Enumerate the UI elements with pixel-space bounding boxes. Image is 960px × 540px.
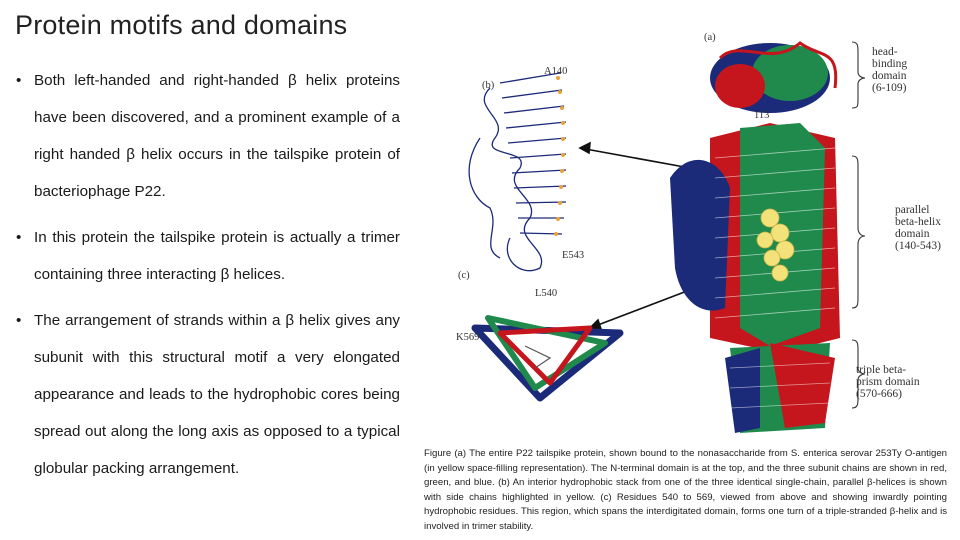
prism-domain-label [856, 364, 920, 400]
prism-domain-line-2: prism domain [856, 376, 920, 388]
triple-strand-turn-c [475, 318, 620, 398]
hydrophobic-sidechains [554, 76, 565, 236]
helix-domain-line-2: beta-helix [895, 216, 941, 228]
residue-l540-label: L540 [535, 288, 558, 299]
panel-b-label: (b) [482, 80, 495, 91]
residue-k569-label: K569 [456, 332, 480, 343]
bullet-item-1: • Both left-handed and right-handed β helix proteins have been discovered, and a prominent example of a right handed β helix occurs in the tailspike protein of bacteriophage P22. [15, 62, 400, 210]
head-binding-domain [710, 43, 836, 113]
bullet-list [15, 62, 400, 496]
domain-brackets [852, 42, 865, 408]
figure-caption: Figure (a) The entire P22 tailspike protein, shown bound to the nonasaccharide from S. enterica serovar 253Ty O-antigen (in yellow space-filling representation). The N-terminal domain is at the top, and the three subunit chains are shown in red, green, and blue. (b) An interior hydrophobic stack from one of the three identical single-chain, parallel β-helices is shown with side chains highlighted in yellow. (c) Residues 540 to 569, viewed from above and showing inwardly pointing hydrophobic residues. This region, which spans the interdigitated domain, forms one turn of a triple-stranded β-helix and is involved in trimer stability. [424, 448, 947, 532]
parallel-beta-helix-domain [670, 123, 840, 353]
bullet-item-3: • The arrangement of strands within a β helix gives any subunit with this structural motif a very elongated appearance and leads to the hydrophobic cores being spread out along the long axis as opposed to a typical globular packing arrangement. [15, 302, 400, 487]
helix-domain-line-1: parallel [895, 204, 930, 216]
prism-domain-line-1: triple beta- [856, 364, 907, 376]
residue-a140-label: A140 [544, 66, 568, 77]
bullet-item-2: • In this protein the tailspike protein is actually a trimer containing three interacting β helices. [15, 219, 400, 293]
head-domain-line-3: domain [872, 70, 907, 82]
residue-e543-label: E543 [562, 250, 585, 261]
protein-structure-figure [440, 28, 960, 448]
prism-domain-line-3: (570-666) [856, 388, 902, 400]
helix-domain-line-4: (140-543) [895, 240, 941, 252]
slide-title: Protein motifs and domains [15, 10, 348, 40]
helix-domain-line-3: domain [895, 228, 930, 240]
panel-c-label: (c) [458, 270, 470, 281]
head-domain-line-4: (6-109) [872, 82, 907, 94]
beta-helix-stack-b [469, 73, 566, 271]
triple-beta-prism-domain [725, 343, 835, 433]
helix-domain-label [895, 204, 941, 252]
head-domain-label [872, 46, 907, 94]
panel-a-label: (a) [704, 32, 716, 43]
head-domain-line-1: head- [872, 46, 898, 58]
head-domain-line-2: binding [872, 58, 908, 70]
residue-113-label: 113 [754, 110, 770, 121]
